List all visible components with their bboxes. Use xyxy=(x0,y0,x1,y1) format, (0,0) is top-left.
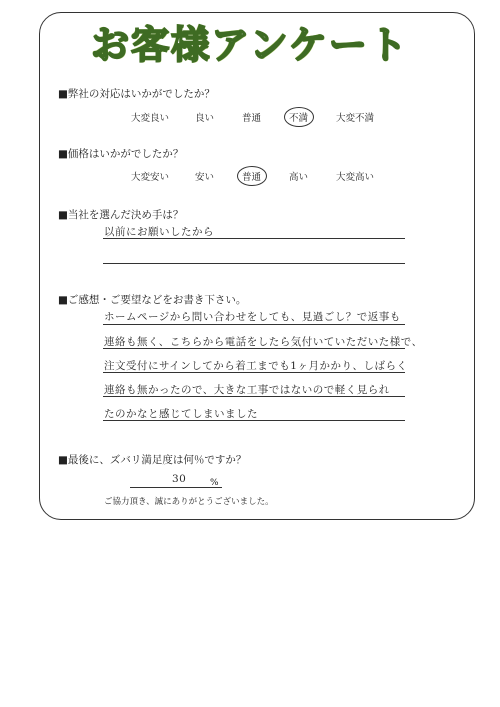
option-good: 良い xyxy=(195,113,215,124)
option-expensive: 高い xyxy=(289,172,309,183)
option-cheap: 安い xyxy=(195,172,215,183)
question-reason-label: ■当社を選んだ決め手は？ xyxy=(58,209,184,221)
option-very-good: 大変良い xyxy=(131,113,170,124)
option-dissatisfied: 不満 xyxy=(289,113,309,124)
survey-title: お客様アンケート xyxy=(0,14,500,69)
satisfaction-value: 30 xyxy=(172,473,187,485)
question-service-label: ■弊社の対応はいかがでしたか？ xyxy=(58,88,215,100)
selected-circle-mark xyxy=(284,107,314,127)
option-normal: 普通 xyxy=(242,172,262,183)
option-normal: 普通 xyxy=(242,113,262,124)
option-very-cheap: 大変安い xyxy=(131,172,170,183)
footer-thanks: ご協力頂き、誠にありがとうございました。 xyxy=(104,497,274,507)
feedback-line: ホームページから問い合わせをしても、見過ごし？で返事も xyxy=(104,311,401,323)
feedback-line: 連絡も無く、こちらから電話をしたら気付いていただいた様で、 xyxy=(104,336,423,348)
answer-rule xyxy=(103,324,405,325)
satisfaction-rule xyxy=(130,487,222,488)
option-very-dissatisfied: 大変不満 xyxy=(336,113,375,124)
question-satisfaction-label: ■最後に、ズバリ満足度は何％ですか？ xyxy=(58,454,247,466)
question-price-label: ■価格はいかがでしたか？ xyxy=(58,148,184,160)
answer-rule xyxy=(103,348,405,349)
answer-rule xyxy=(103,238,405,239)
feedback-line: 注文受付にサインしてから着工までも1ヶ月かかり、しばらく xyxy=(104,360,408,372)
satisfaction-unit: % xyxy=(210,478,219,488)
answer-rule xyxy=(103,263,405,264)
question-service-options xyxy=(0,110,500,126)
option-very-expensive: 大変高い xyxy=(336,172,375,183)
reason-answer: 以前にお願いしたから xyxy=(104,226,214,238)
selected-circle-mark xyxy=(237,166,267,186)
question-feedback-label: ■ご感想・ご要望などをお書き下さい。 xyxy=(58,294,247,306)
answer-rule xyxy=(103,396,405,397)
answer-rule xyxy=(103,420,405,421)
answer-rule xyxy=(103,372,405,373)
question-price-options xyxy=(0,169,500,185)
feedback-line: 連絡も無かったので、大きな工事ではないので軽く見られ xyxy=(104,384,390,396)
feedback-line: たのかなと感じてしまいました xyxy=(104,408,258,420)
